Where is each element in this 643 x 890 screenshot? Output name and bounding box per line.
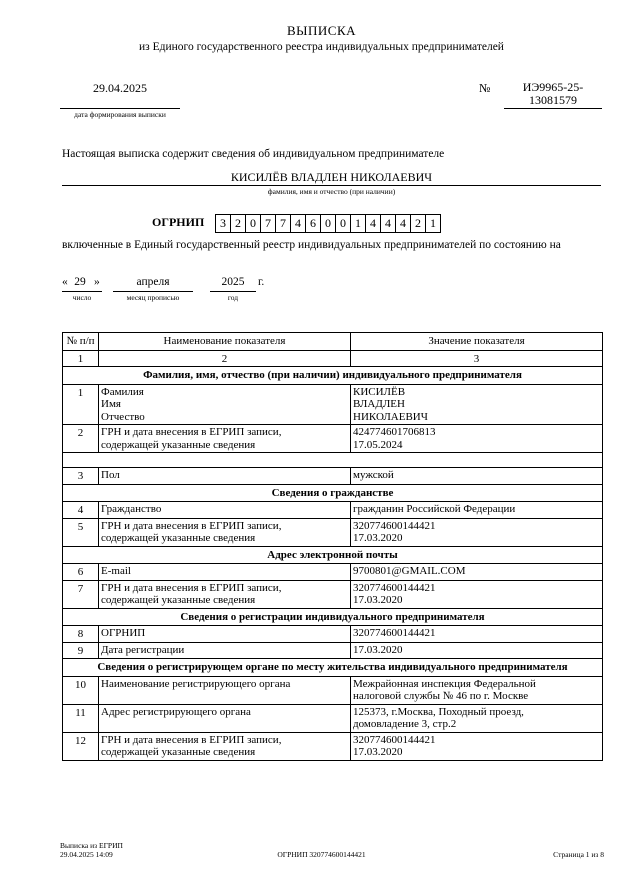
row-label: Адрес регистрирующего органа xyxy=(99,704,351,732)
value-line: ВЛАДЛЕН xyxy=(353,398,405,410)
section-row xyxy=(63,367,603,385)
entrepreneur-name: КИСИЛЁВ ВЛАДЛЕН НИКОЛАЕВИЧ xyxy=(230,170,433,184)
row-number: 5 xyxy=(63,518,99,546)
value-line: КИСИЛЁВ xyxy=(353,385,406,398)
included-text: включенные в Единый государственный реестр индивидуальных предпринимателей по состоянию на xyxy=(62,239,561,251)
ogrnip-digit-box: 4 xyxy=(290,214,306,233)
value-line: 320774600144421 xyxy=(353,581,436,594)
header-value: Значение показателя xyxy=(351,333,603,351)
value-line: 17.03.2020 xyxy=(353,532,403,544)
day-caption: число xyxy=(72,293,92,302)
row-number: 11 xyxy=(63,704,99,732)
row-number: 10 xyxy=(63,676,99,704)
header-number: № п/п xyxy=(63,333,99,351)
value-line: 17.05.2024 xyxy=(353,438,403,451)
extract-number-line2: 13081579 xyxy=(529,93,577,107)
number-sign: № xyxy=(479,81,491,95)
label-line: ГРН и дата внесения в ЕГРИП записи, xyxy=(101,426,282,438)
row-label: ОГРНИП xyxy=(99,626,351,643)
entrepreneur-name-caption: фамилия, имя и отчество (при наличии) xyxy=(267,187,396,196)
row-label xyxy=(99,518,351,546)
row-label xyxy=(99,384,351,425)
section-title: Сведения о регистрации индивидуального предпринимателя xyxy=(63,608,603,626)
section-row xyxy=(63,546,603,564)
intro-text: Настоящая выписка содержит сведения об индивидуальном предпринимателе xyxy=(62,148,445,160)
row-number: 6 xyxy=(63,564,99,581)
date-quote-open: « xyxy=(62,276,68,288)
row-number: 8 xyxy=(63,626,99,643)
ogrnip-digit-box: 2 xyxy=(230,214,246,233)
value-line: налоговой службы № 46 по г. Москве xyxy=(353,690,529,702)
row-number: 4 xyxy=(63,502,99,519)
year-caption: год xyxy=(227,293,239,302)
section-row xyxy=(63,484,603,502)
ogrnip-digit-box: 4 xyxy=(395,214,411,233)
row-value: 320774600144421 xyxy=(351,626,603,643)
row-value xyxy=(351,704,603,732)
ogrnip-digit-box: 1 xyxy=(350,214,366,233)
table-row xyxy=(63,425,603,453)
ogrnip-digit-box: 7 xyxy=(275,214,291,233)
value-line: 424774601706813 xyxy=(353,426,436,438)
row-label: Пол xyxy=(99,468,351,485)
row-value xyxy=(351,425,603,453)
label-line: Отчество xyxy=(101,410,145,423)
row-number: 7 xyxy=(63,580,99,608)
formation-date-caption: дата формирования выписки xyxy=(74,110,166,119)
table-row xyxy=(63,676,603,704)
row-number: 3 xyxy=(63,468,99,485)
footer-ogrnip: ОГРНИП 320774600144421 xyxy=(277,850,366,859)
value-line: Межрайонная инспекция Федеральной xyxy=(353,677,536,690)
ogrnip-digit-box: 3 xyxy=(215,214,231,233)
row-value xyxy=(351,384,603,425)
value-line: домовладение 3, стр.2 xyxy=(353,718,457,730)
date-underline xyxy=(60,108,180,109)
row-label: Гражданство xyxy=(99,502,351,519)
section-title: Сведения о регистрирующем органе по месту жительства индивидуального предпринимателя xyxy=(63,659,603,677)
footer-page-number: Страница 1 из 8 xyxy=(553,850,604,859)
row-label: Дата регистрации xyxy=(99,642,351,659)
ogrnip-digit-box: 4 xyxy=(365,214,381,233)
ogrnip-digit-boxes xyxy=(215,214,441,233)
value-line: 17.03.2020 xyxy=(353,594,403,606)
row-value xyxy=(351,518,603,546)
table-row xyxy=(63,468,603,485)
ogrnip-digit-box: 0 xyxy=(335,214,351,233)
section-row xyxy=(63,659,603,677)
row-value xyxy=(351,732,603,760)
blank-cell xyxy=(63,453,603,468)
row-number: 9 xyxy=(63,642,99,659)
subheader-1: 1 xyxy=(63,350,99,367)
row-label xyxy=(99,425,351,453)
date-year: 2025 xyxy=(221,276,245,288)
table-subheader-row xyxy=(63,350,603,367)
name-underline xyxy=(62,185,601,186)
table-row xyxy=(63,642,603,659)
row-label xyxy=(99,580,351,608)
value-line: 320774600144421 xyxy=(353,733,436,746)
subheader-2: 2 xyxy=(99,350,351,367)
label-line: содержащей указанные сведения xyxy=(101,746,256,758)
row-number: 1 xyxy=(63,384,99,425)
extract-number-line1: ИЭ9965-25- xyxy=(522,80,584,94)
subheader-3: 3 xyxy=(351,350,603,367)
ogrnip-digit-box: 4 xyxy=(380,214,396,233)
row-value: 17.03.2020 xyxy=(351,642,603,659)
table-row xyxy=(63,384,603,425)
label-line: содержащей указанные сведения xyxy=(101,438,256,451)
ogrnip-digit-box: 1 xyxy=(425,214,441,233)
table-row xyxy=(63,564,603,581)
section-title: Сведения о гражданстве xyxy=(63,484,603,502)
section-title: Адрес электронной почты xyxy=(63,546,603,564)
day-underline xyxy=(62,291,102,292)
label-line: Фамилия xyxy=(101,385,144,398)
blank-row xyxy=(63,453,603,468)
value-line: 17.03.2020 xyxy=(353,746,403,758)
ogrnip-label: ОГРНИП xyxy=(152,215,205,229)
ogrnip-digit-box: 7 xyxy=(260,214,276,233)
table-row xyxy=(63,732,603,760)
table-header-row xyxy=(63,333,603,351)
header-indicator: Наименование показателя xyxy=(99,333,351,351)
month-underline xyxy=(113,291,193,292)
row-label xyxy=(99,732,351,760)
label-line: содержащей указанные сведения xyxy=(101,594,256,606)
section-row xyxy=(63,608,603,626)
ogrnip-digit-box: 6 xyxy=(305,214,321,233)
table-row xyxy=(63,704,603,732)
date-year-suffix: г. xyxy=(258,276,265,288)
row-label: Наименование регистрирующего органа xyxy=(99,676,351,704)
register-table xyxy=(62,332,603,761)
footer-datetime: 29.04.2025 14:09 xyxy=(60,850,113,859)
row-value xyxy=(351,580,603,608)
table-row xyxy=(63,518,603,546)
row-number: 2 xyxy=(63,425,99,453)
ogrnip-digit-box: 0 xyxy=(320,214,336,233)
section-title: Фамилия, имя, отчество (при наличии) индивидуального предпринимателя xyxy=(63,367,603,385)
document-title: ВЫПИСКА xyxy=(286,23,356,38)
date-quote-close: » xyxy=(94,276,100,288)
row-value xyxy=(351,676,603,704)
row-value: мужской xyxy=(351,468,603,485)
extract-number xyxy=(504,81,602,107)
value-line: 320774600144421 xyxy=(353,519,436,532)
footer-doc-name: Выписка из ЕГРИП xyxy=(60,841,123,850)
value-line: 125373, г.Москва, Походный проезд, xyxy=(353,705,524,718)
date-day: 29 xyxy=(74,276,86,288)
label-line: ГРН и дата внесения в ЕГРИП записи, xyxy=(101,519,282,532)
ogrnip-digit-box: 2 xyxy=(410,214,426,233)
row-value: гражданин Российской Федерации xyxy=(351,502,603,519)
ogrnip-digit-box: 0 xyxy=(245,214,261,233)
row-number: 12 xyxy=(63,732,99,760)
number-underline xyxy=(504,108,602,109)
date-month: апреля xyxy=(136,276,170,288)
table-row xyxy=(63,626,603,643)
value-line: НИКОЛАЕВИЧ xyxy=(353,410,428,423)
label-line: ГРН и дата внесения в ЕГРИП записи, xyxy=(101,733,282,746)
formation-date: 29.04.2025 xyxy=(93,81,147,95)
table-row xyxy=(63,502,603,519)
label-line: содержащей указанные сведения xyxy=(101,532,256,544)
year-underline xyxy=(210,291,256,292)
label-line: ГРН и дата внесения в ЕГРИП записи, xyxy=(101,581,282,594)
row-value: 9700801@GMAIL.COM xyxy=(351,564,603,581)
month-caption: месяц прописью xyxy=(126,293,180,302)
document-subtitle: из Единого государственного реестра индивидуальных предпринимателей xyxy=(139,41,504,53)
row-label: E-mail xyxy=(99,564,351,581)
label-line: Имя xyxy=(101,398,121,410)
table-row xyxy=(63,580,603,608)
